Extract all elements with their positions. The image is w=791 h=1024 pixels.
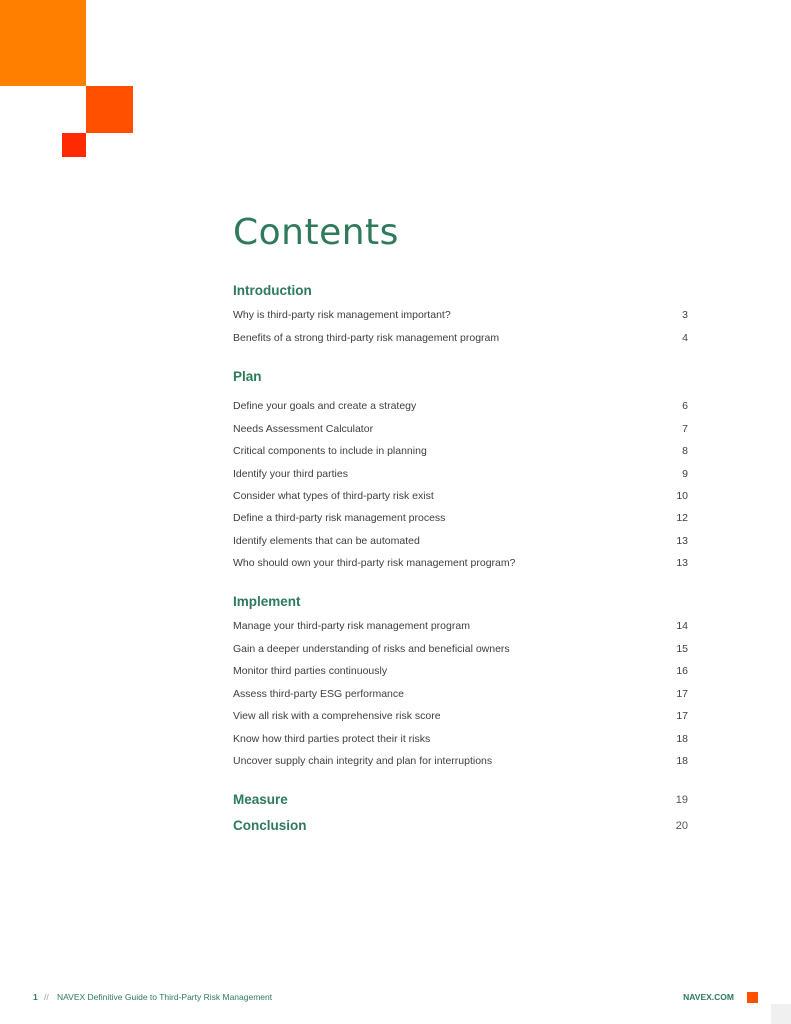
toc-item-page: 9 [682,468,688,480]
toc-item[interactable] [233,309,688,321]
toc-item-page: 13 [676,535,688,547]
toc-item[interactable] [233,755,688,767]
toc-item-label: Consider what types of third-party risk exist [233,490,434,502]
toc-item-label: Needs Assessment Calculator [233,423,374,435]
toc-item-label: Identify your third parties [233,468,348,480]
toc-item-label: Gain a deeper understanding of risks and beneficial owners [233,643,510,655]
toc-item[interactable] [233,468,688,480]
page-title: Contents [233,212,399,253]
toc-item-page: 15 [676,643,688,655]
toc-item-label: Assess third-party ESG performance [233,688,404,700]
decorative-orange-square-large [0,0,86,86]
toc-item[interactable] [233,643,688,655]
toc-item[interactable] [233,688,688,700]
toc-section-implement[interactable] [233,594,688,609]
toc-item-label: View all risk with a comprehensive risk score [233,710,441,722]
toc-item-page: 10 [676,490,688,502]
toc-item[interactable] [233,512,688,524]
toc-item-label: Manage your third-party risk management program [233,620,470,632]
section-page: 20 [675,820,688,832]
toc-item-label: Know how third parties protect their it risks [233,733,431,745]
toc-item[interactable] [233,423,688,435]
toc-item-page: 4 [682,332,688,344]
section-page: 19 [675,794,688,806]
toc-item-page: 3 [682,309,688,321]
toc-item[interactable] [233,535,688,547]
toc-item-page: 17 [676,688,688,700]
toc-item-page: 17 [676,710,688,722]
toc-item-page: 18 [676,733,688,745]
footer-orange-square [747,992,758,1003]
toc-item-page: 14 [676,620,688,632]
toc-item[interactable] [233,400,688,412]
toc-section-plan[interactable] [233,369,688,384]
section-heading: Conclusion [233,818,307,833]
toc-item[interactable] [233,332,688,344]
toc-item[interactable] [233,620,688,632]
footer-site-link[interactable]: NAVEX.COM [683,992,734,1002]
toc-item-label: Benefits of a strong third-party risk management program [233,332,500,344]
toc-item-page: 6 [682,400,688,412]
section-heading: Introduction [233,283,312,298]
toc-item[interactable] [233,665,688,677]
toc-item-page: 8 [682,445,688,457]
toc-item-page: 7 [682,423,688,435]
footer-document-title: NAVEX Definitive Guide to Third-Party Risk Management [57,992,273,1002]
toc-item[interactable] [233,557,688,569]
page-footer [33,992,758,1006]
section-heading: Implement [233,594,301,609]
toc-item-label: Critical components to include in planning [233,445,427,457]
toc-item-page: 13 [676,557,688,569]
toc-item[interactable] [233,445,688,457]
section-heading: Plan [233,369,262,384]
page-corner-mark [771,1004,791,1024]
section-heading: Measure [233,792,288,807]
toc-item-label: Identify elements that can be automated [233,535,420,547]
toc-item-page: 16 [676,665,688,677]
toc-item-label: Monitor third parties continuously [233,665,388,677]
toc-section-measure[interactable] [233,792,688,807]
decorative-red-square-small [62,133,86,157]
toc-item-label: Why is third-party risk management important? [233,309,451,321]
toc-item[interactable] [233,710,688,722]
toc-section-introduction[interactable] [233,283,688,298]
toc-item[interactable] [233,490,688,502]
toc-item-label: Define your goals and create a strategy [233,400,417,412]
toc-item-label: Uncover supply chain integrity and plan for interruptions [233,755,493,767]
toc-item-label: Define a third-party risk management process [233,512,446,524]
toc-item-page: 18 [676,755,688,767]
toc-item[interactable] [233,733,688,745]
toc-item-label: Who should own your third-party risk management program? [233,557,516,569]
toc-item-page: 12 [676,512,688,524]
toc-section-conclusion[interactable] [233,818,688,833]
footer-page-number: 1 [33,992,38,1002]
decorative-orange-square-medium [86,86,133,133]
footer-separator: // [44,992,49,1002]
